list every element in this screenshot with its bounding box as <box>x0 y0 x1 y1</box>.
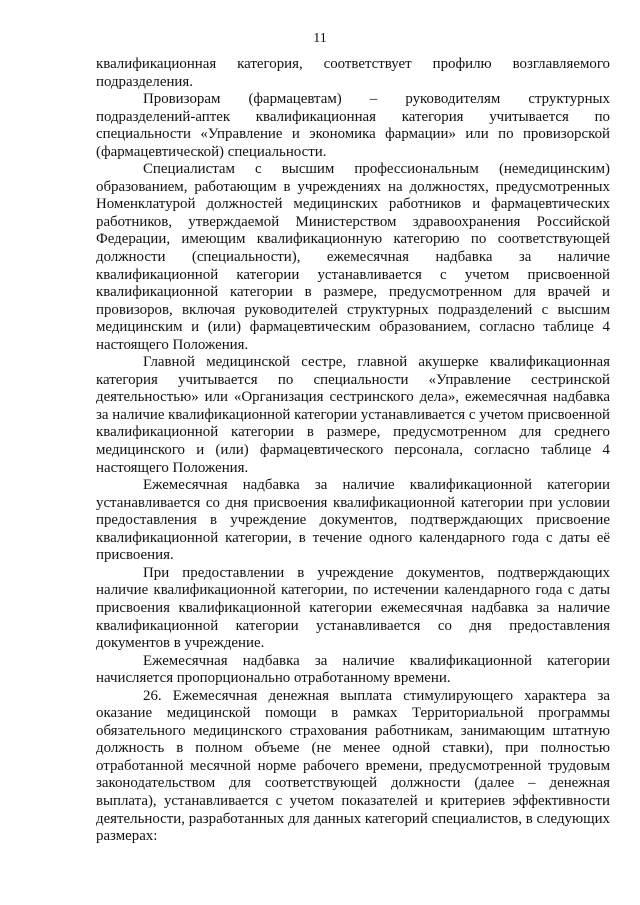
paragraph-proportional-accrual: Ежемесячная надбавка за наличие квалификационной категории начисляется пропорционально отработанному времени. <box>96 652 610 687</box>
paragraph-late-documents: При предоставлении в учреждение документов, подтверждающих наличие квалификационной категории, по истечении календарного года с даты присвоения квалификационной категории ежемесячная надбавка за наличие квалификационной категории устанавливается со дня предоставления документов в учреждение. <box>96 564 610 652</box>
paragraph-item-26: 26. Ежемесячная денежная выплата стимулирующего характера за оказание медицинской помощи в рамках Территориальной программы обязательного медицинского страхования работникам, занимающим штатную должность в полном объеме (не менее одной ставки), при полностью отработанной месячной норме рабочего времени, предусмотренной трудовым законодательством для соответствующей должности (далее – денежная выплата), устанавливается с учетом показателей и критериев эффективности деятельности, разработанных для данных категорий специалистов, в следующих размерах: <box>96 687 610 845</box>
paragraph-bonus-start-date: Ежемесячная надбавка за наличие квалификационной категории устанавливается со дня присвоения квалификационной категории при условии предоставления в учреждение документов, подтверждающих присвоение квалификационной категории, в течение одного календарного года с даты её присвоения. <box>96 477 610 564</box>
document-body <box>96 56 610 846</box>
paragraph-pharmacists: Провизорам (фармацевтам) – руководителям структурных подразделений-аптек квалификационная категория учитывается по специальности «Управление и экономика фармации» или по провизорской (фармацевтической) специальности. <box>96 91 610 160</box>
paragraph-continuation: квалификационная категория, соответствует профилю возглавляемого подразделения. <box>96 56 610 90</box>
page-number: 11 <box>313 31 327 46</box>
paragraph-non-medical-specialists: Специалистам с высшим профессиональным (немедицинским) образованием, работающим в учреждениях на должностях, предусмотренных Номенклатурой должностей медицинских работников и фармацевтических работников, утверждаемой Министерством здравоохранения Российской Федерации, имеющим квалификационную категорию по соответствующей должности (специальности), ежемесячная надбавка за наличие квалификационной категории устанавливается с учетом присвоенной квалификационной категории в размере, предусмотренном для врачей и провизоров, включая руководителей структурных подразделений с высшим медицинским и (или) фармацевтическим образованием, согласно таблице 4 настоящего Положения. <box>96 161 610 353</box>
paragraph-head-nurse: Главной медицинской сестре, главной акушерке квалификационная категория учитывается по специальности «Управление сестринской деятельностью» или «Организация сестринского дела», ежемесячная надбавка за наличие квалификационной категории устанавливается с учетом присвоенной квалификационной категории в размере, предусмотренном для среднего медицинского и (или) фармацевтического персонала, согласно таблице 4 настоящего Положения. <box>96 354 610 476</box>
